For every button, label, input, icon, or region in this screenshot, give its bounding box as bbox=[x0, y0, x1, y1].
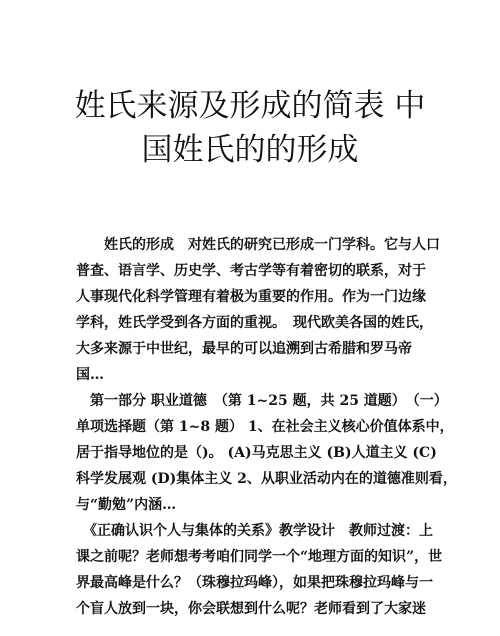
body-line-13: 课之前呢？老师想考考咱们同学一个“地理方面的知识”，世 bbox=[76, 549, 443, 565]
document-body bbox=[76, 232, 476, 622]
body-line-11: 与“勤勉”内涵… bbox=[76, 497, 177, 513]
body-line-10: 科学发展观 (D)集体主义 2、从职业活动内在的道德准则看， bbox=[76, 471, 457, 487]
title-line-2: 国姓氏的的形成 bbox=[141, 132, 359, 168]
body-line-7: 第一部分 职业道德 （第 1~25 题，共 25 道题） （一） bbox=[76, 393, 448, 409]
body-line-6: 国… bbox=[76, 367, 104, 383]
body-line-4: 学科，姓氏学受到各方面的重视。 现代欧美各国的姓氏， bbox=[76, 315, 433, 331]
body-line-8: 单项选择题（第 1~8 题） 1、在社会主义核心价值体系中， bbox=[76, 419, 454, 435]
body-line-12: 《正确认识个人与集体的关系》教学设计 教师过渡：上 bbox=[76, 523, 433, 539]
body-line-3: 人事现代化科学管理有着极为重要的作用。作为一门边缘 bbox=[76, 289, 426, 305]
body-line-5: 大多来源于中世纪，最早的可以追溯到古希腊和罗马帝 bbox=[76, 341, 412, 357]
body-line-15: 个盲人放到一块，你会联想到什么呢？老师看到了大家迷 bbox=[76, 601, 426, 617]
body-line-2: 普查、语言学、历史学、考古学等有着密切的联系，对于 bbox=[76, 263, 426, 279]
title-line-1: 姓氏来源及形成的简表 中 bbox=[74, 88, 426, 124]
body-line-9: 居于指导地位的是（)。 (A)马克思主义 (B)人道主义 (C) bbox=[76, 445, 437, 461]
body-line-14: 界最高峰是什么？（珠穆拉玛峰），如果把珠穆拉玛峰与一 bbox=[76, 575, 433, 591]
body-line-1: 姓氏的形成 对姓氏的研究已形成一门学科。它与人口 bbox=[76, 237, 440, 253]
document-title bbox=[40, 84, 460, 172]
